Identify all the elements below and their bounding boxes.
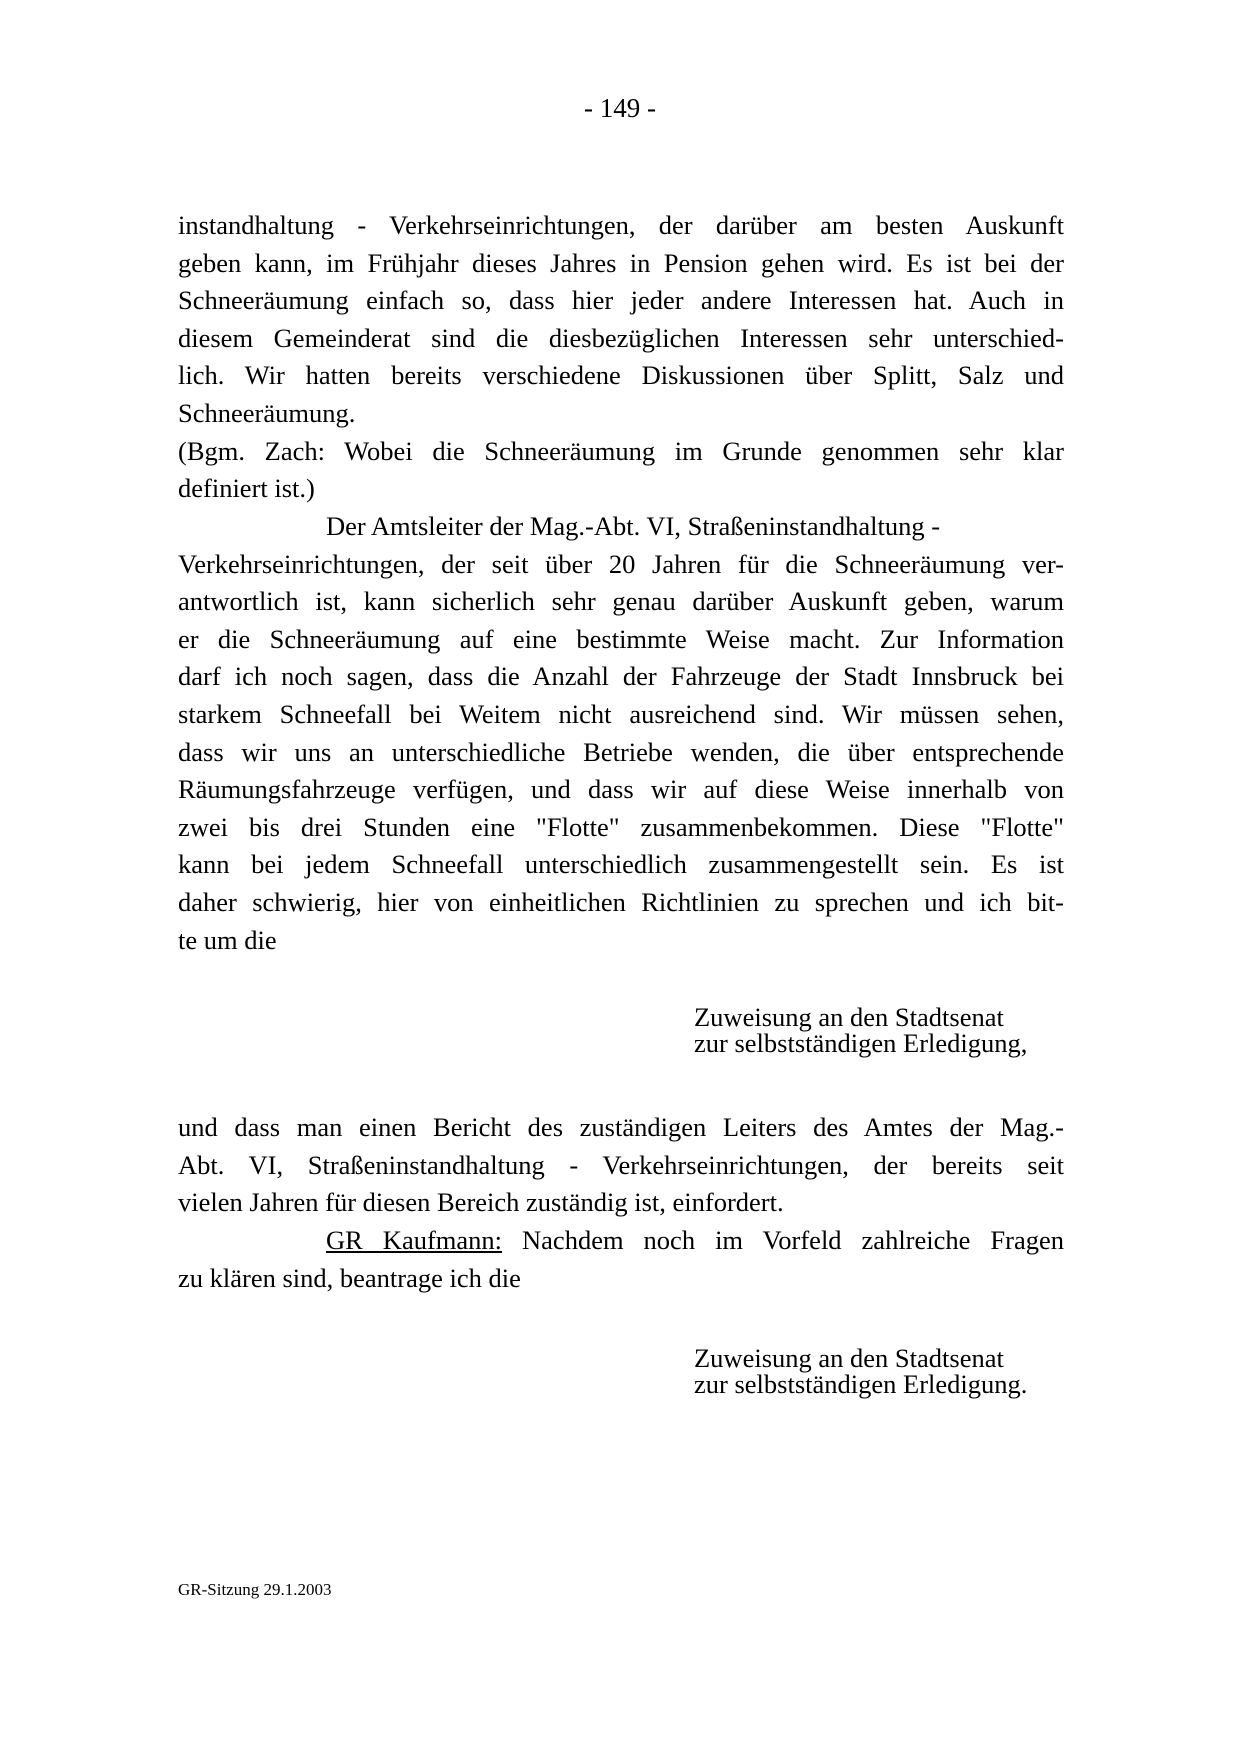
motion-line: zur selbstständigen Erledigung, (694, 1028, 1028, 1058)
motion-line: Zuweisung an den Stadtsenat (694, 1002, 1004, 1032)
motion-line: Zuweisung an den Stadtsenat (694, 1343, 1004, 1373)
motion-block (694, 1004, 1027, 1056)
paragraph-bericht (178, 1109, 1064, 1222)
text-line: kann bei jedem Schneefall unterschiedlich zusammengestellt sein. Es ist (178, 849, 1064, 880)
text-line: Der Amtsleiter der Mag.-Abt. VI, Straßeninstandhaltung - (326, 511, 941, 541)
motion-line: zur selbstständigen Erledigung. (694, 1369, 1028, 1399)
text-line: instandhaltung - Verkehrseinrichtungen, der darüber am besten Auskunft (178, 210, 1064, 240)
text-line: Verkehrseinrichtungen, der seit über 20 Jahren für die Schneeräumung ver- (178, 548, 1064, 579)
text-line: und dass man einen Bericht des zuständigen Leiters des Amtes der Mag.- (178, 1112, 1064, 1142)
text-line: starkem Schneefall bei Weitem nicht ausreichend sind. Wir müssen sehen, (178, 698, 1064, 729)
paragraph-amtsleiter (178, 508, 1064, 959)
text-line: zwei bis drei Stunden eine "Flotte" zusammenbekommen. Diese "Flotte" (178, 811, 1064, 842)
text-line: te um die (178, 924, 277, 955)
text-line: er die Schneeräumung auf eine bestimmte Weise macht. Zur Information (178, 623, 1064, 654)
text-line: Abt. VI, Straßeninstandhaltung - Verkehrseinrichtungen, der bereits seit (178, 1149, 1064, 1180)
text-line: darf ich noch sagen, dass die Anzahl der Fahrzeuge der Stadt Innsbruck bei (178, 661, 1064, 692)
text-line: lich. Wir hatten bereits verschiedene Diskussionen über Splitt, Salz und (178, 360, 1064, 391)
text-line: Räumungsfahrzeuge verfügen, und dass wir auf diese Weise innerhalb von (178, 774, 1064, 805)
text-line: Schneeräumung einfach so, dass hier jeder andere Interessen hat. Auch in (178, 285, 1064, 316)
interjection-line: definiert ist.) (178, 473, 315, 504)
text-line: diesem Gemeinderat sind die diesbezüglichen Interessen sehr unterschied- (178, 322, 1064, 353)
page-number: - 149 - (584, 93, 656, 123)
speaker-name: GR Kaufmann: (326, 1225, 503, 1255)
motion-block (694, 1345, 1027, 1397)
paragraph-continuation (178, 207, 1064, 508)
footer-session-date: GR-Sitzung 29.1.2003 (178, 1580, 332, 1599)
text-line: dass wir uns an unterschiedliche Betriebe wenden, die über entsprechende (178, 736, 1064, 767)
text-line: antwortlich ist, kann sicherlich sehr genau darüber Auskunft geben, warum (178, 586, 1064, 617)
text-line: Schneeräumung. (178, 397, 356, 428)
interjection-line: (Bgm. Zach: Wobei die Schneeräumung im Grunde genommen sehr klar (178, 435, 1064, 466)
paragraph-kaufmann (178, 1222, 1064, 1297)
text-line: vielen Jahren für diesen Bereich zuständig ist, einfordert. (178, 1187, 784, 1218)
speaker-text: Nachdem noch im Vorfeld zahlreiche Fragen (502, 1225, 1064, 1255)
text-line: daher schwierig, hier von einheitlichen Richtlinien zu sprechen und ich bit- (178, 886, 1064, 917)
text-line: geben kann, im Frühjahr dieses Jahres in Pension gehen wird. Es ist bei der (178, 247, 1064, 278)
text-line (178, 1222, 1064, 1260)
text-line: zu klären sind, beantrage ich die (178, 1262, 521, 1293)
